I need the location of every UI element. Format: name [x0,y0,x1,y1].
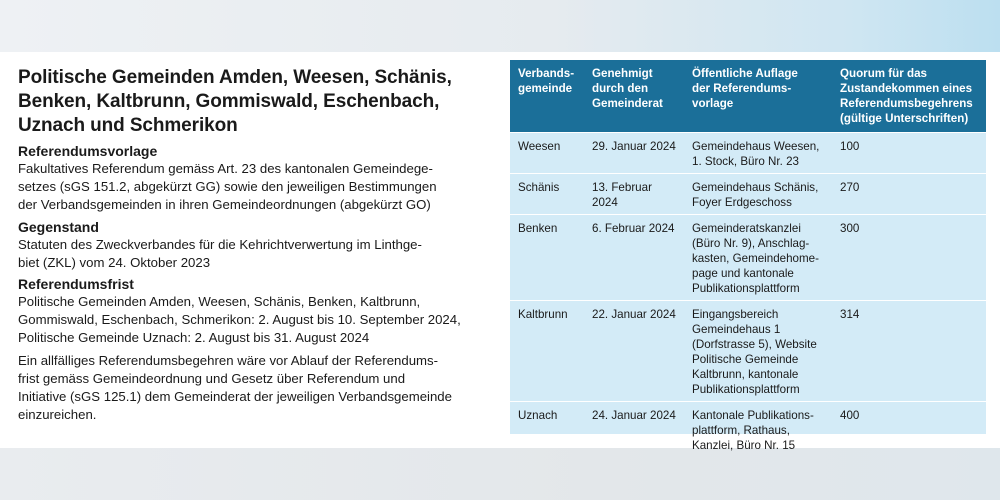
section-referendumsvorlage [18,142,500,215]
column-header-gemeinde [510,60,584,133]
table-row [510,133,986,174]
text-line: biet (ZKL) vom 24. Oktober 2023 [18,254,211,270]
column-header-auflage [684,60,832,133]
header-line: Genehmigt [592,67,653,80]
section-heading: Gegenstand [18,218,99,235]
cell-datum: 22. Januar 2024 [584,301,684,402]
data-table [510,60,986,457]
cell-quorum: 314 [832,301,986,402]
background-top [0,0,1000,52]
text-line: Initiative (sGS 125.1) dem Gemeinderat der jeweiligen Verbandsgemeinde [18,389,452,405]
cell-line: (Dorfstrasse 5), Website [692,338,817,351]
text-line: Politische Gemeinden Amden, Weesen, Schänis, Benken, Kaltbrunn, [18,294,421,310]
header-line: Referendumsbegehrens [840,97,973,110]
table-row [510,215,986,301]
text-line: frist gemäss Gemeindeordnung und Gesetz über Referendum und [18,370,406,386]
header-line: der Referendums- [692,82,792,95]
cell-gemeinde: Weesen [510,133,584,174]
text-line: Ein allfälliges Referendumsbegehren wäre vor Ablauf der Referendums- [18,352,439,368]
notice-title [18,66,500,138]
cell-line: Foyer Erdgeschoss [692,196,792,209]
text-line: der Verbandsgemeinden in ihren Gemeindeordnungen (abgekürzt GO) [18,197,431,213]
notice-text [18,66,500,427]
column-header-genehmigt [584,60,684,133]
text-line: Politische Gemeinde Uznach: 2. August bis 31. August 2024 [18,330,370,346]
cell-line: Gemeinderatskanzlei [692,222,801,235]
cell-auflage [684,174,832,215]
cell-datum: 29. Januar 2024 [584,133,684,174]
notice-card [2,52,998,452]
section-gegenstand [18,218,500,272]
cell-line: Politische Gemeinde [692,353,799,366]
header-line: Verbands- [518,67,575,80]
cell-line: kasten, Gemeindehome- [692,252,819,265]
section-referendumsfrist [18,275,500,348]
header-line: vorlage [692,97,734,110]
cell-line: Kanzlei, Büro Nr. 15 [692,439,796,452]
table-header-row [510,60,986,133]
table-row [510,402,986,458]
cell-auflage [684,215,832,301]
header-line: Quorum für das [840,67,927,80]
closing-paragraph [18,352,500,425]
cell-gemeinde: Kaltbrunn [510,301,584,402]
cell-line: Eingangsbereich [692,308,779,321]
cell-quorum: 300 [832,215,986,301]
cell-line: page und kantonale [692,267,794,280]
cell-line: Gemeindehaus Schänis, [692,181,819,194]
header-line: (gültige Unterschriften) [840,112,969,125]
cell-line: Kantonale Publikations- [692,409,814,422]
header-line: Gemeinderat [592,97,663,110]
title-line: Benken, Kaltbrunn, Gommiswald, Eschenbach, [18,91,440,112]
cell-datum: 24. Januar 2024 [584,402,684,458]
cell-auflage [684,402,832,458]
text-line: Gommiswald, Eschenbach, Schmerikon: 2. August bis 10. September 2024, [18,312,461,328]
text-line: setzes (sGS 151.2, abgekürzt GG) sowie den jeweiligen Bestimmungen [18,179,437,195]
text-line: einzureichen. [18,407,97,423]
cell-line: plattform, Rathaus, [692,424,790,437]
cell-auflage [684,133,832,174]
cell-line: Publikationsplattform [692,282,800,295]
table-row [510,174,986,215]
municipality-table [510,60,986,452]
cell-line: 1. Stock, Büro Nr. 23 [692,155,799,168]
cell-auflage [684,301,832,402]
cell-line: Publikationsplattform [692,383,800,396]
cell-quorum: 400 [832,402,986,458]
cell-quorum: 100 [832,133,986,174]
cell-quorum: 270 [832,174,986,215]
cell-line: Kaltbrunn, kantonale [692,368,799,381]
title-line: Uznach und Schmerikon [18,115,238,136]
cell-gemeinde: Uznach [510,402,584,458]
cell-datum: 6. Februar 2024 [584,215,684,301]
table-row [510,301,986,402]
section-heading: Referendumsfrist [18,276,134,293]
text-line: Statuten des Zweckverbandes für die Kehrichtverwertung im Linthge- [18,236,422,252]
column-header-quorum [832,60,986,133]
cell-gemeinde: Schänis [510,174,584,215]
section-heading: Referendumsvorlage [18,143,158,159]
cell-line: (Büro Nr. 9), Anschlag- [692,237,810,250]
header-line: Öffentliche Auflage [692,67,798,80]
cell-line: Gemeindehaus 1 [692,323,781,336]
cell-gemeinde: Benken [510,215,584,301]
header-line: durch den [592,82,649,95]
text-line: Fakultatives Referendum gemäss Art. 23 des kantonalen Gemeindege- [18,161,433,176]
header-line: gemeinde [518,82,573,95]
cell-datum: 13. Februar 2024 [584,174,684,215]
title-line: Politische Gemeinden Amden, Weesen, Schänis, [18,67,452,88]
cell-line: Gemeindehaus Weesen, [692,140,820,153]
header-line: Zustandekommen eines [840,82,973,95]
